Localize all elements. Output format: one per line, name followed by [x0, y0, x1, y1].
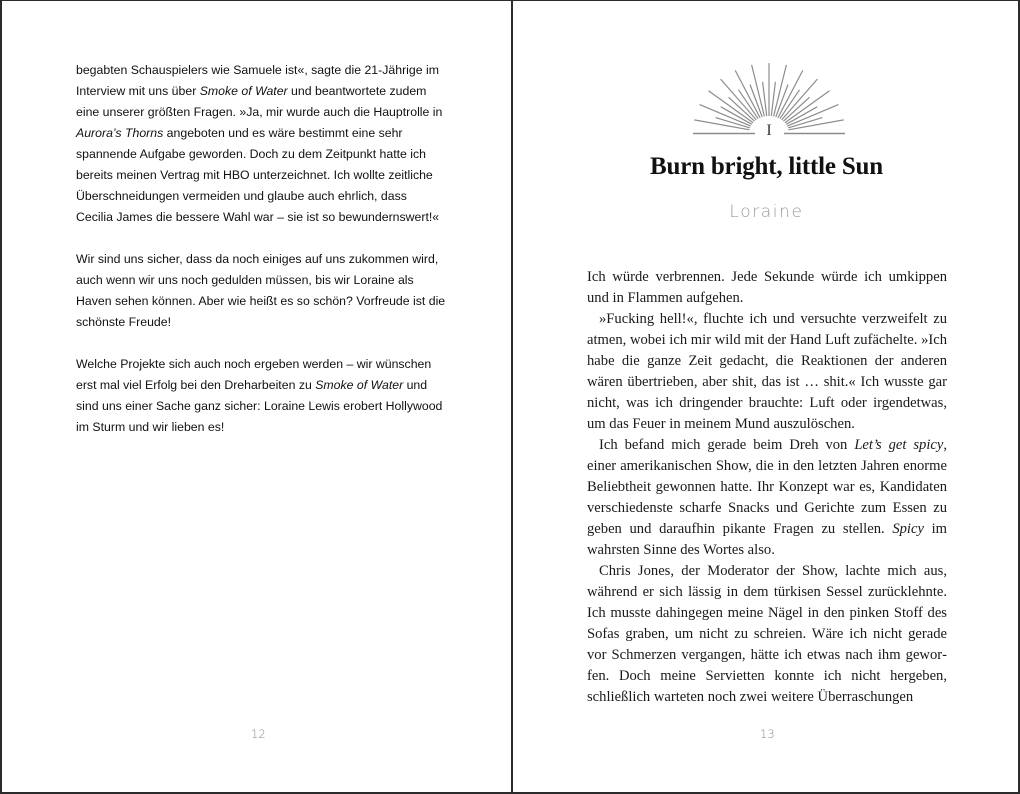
chapter-numeral: I — [766, 122, 772, 139]
italic-title: Smoke of Water — [315, 378, 404, 392]
text-segment: begabten Schauspielers wie Samuele ist«, sagte die 21-Jährige im Interview mit uns über — [76, 63, 439, 98]
chapter-pov-name: Loraine — [729, 202, 804, 222]
italic-title: Let’s get spicy — [854, 437, 944, 453]
text-segment: Ich befand mich gerade beim Dreh von — [599, 437, 855, 453]
page-number: 12 — [251, 727, 266, 741]
left-paragraph — [76, 249, 446, 333]
right-paragraph — [587, 309, 947, 435]
text-segment: Wir sind uns sicher, dass da noch einiges auf uns zukommen wird, auch wenn wir uns noch gedulden müssen, bis wir Loraine als Haven sehen können. Aber wie heißt es so schön? Vorfreude ist die schönste Freude! — [76, 252, 446, 329]
italic-title: Aurora’s Thorns — [76, 126, 164, 140]
right-page — [513, 1, 1020, 794]
chapter-title: Burn bright, little Sun — [650, 153, 883, 180]
italic-word: Spicy — [892, 521, 924, 537]
right-paragraph — [587, 267, 947, 309]
right-page-body — [587, 267, 947, 708]
page-number: 13 — [760, 727, 775, 741]
sun-rays-icon — [689, 53, 849, 139]
text-segment: Welche Projekte sich auch noch ergeben werden – wir wünschen erst mal viel Erfolg bei den Dreharbeiten zu — [76, 357, 432, 392]
italic-title: Smoke of Water — [199, 84, 288, 98]
left-paragraph — [76, 60, 446, 228]
text-segment: und sind uns einer Sache ganz sicher: Loraine Lewis erobert Hollywood im Sturm und wir lieben es! — [76, 378, 443, 434]
text-segment: und beantwortete zudem eine unserer größten Fragen. »Ja, mir wurde auch die Hauptrolle in — [76, 84, 443, 119]
text-segment: angeboten und es wäre bestimmt eine sehr spannende Aufgabe geworden. Doch zu dem Zeitpunkt hatte ich bereits meinen Vertrag mit HBO unterzeichnet. Ich wollte zeitliche Überschneidungen vermeiden und glaube auch ehrlich, dass Cecilia James die bessere Wahl war – sie ist so bewundernswert!« — [76, 126, 440, 224]
left-paragraph — [76, 354, 446, 438]
text-segment: Ich würde verbrennen. Jede Sekunde würde ich umkippen und in Flammen aufgehen. — [587, 269, 947, 306]
left-page-body — [76, 60, 446, 438]
text-segment: , einer amerikanischen Show, die in den letzten Jahren enorme Beliebtheit gewonnen hatte. Ihr Konzept war es, Kandidaten verschiedenste scharfe Snacks und Gerichte zum Essen zu geben und daraufhin pikante Fragen zu stellen. — [587, 437, 947, 537]
right-paragraph — [587, 561, 947, 708]
text-segment: Chris Jones, der Moderator der Show, lachte mich aus, während er sich lässig in dem türkisen Sessel zurücklehnte. Ich musste dahingegen meine Nägel in den pinken Stoff des Sofas graben, um nicht zu schreien. Wäre ich nicht gerade vor Schmerzen vergangen, hätte ich etwas nach ihm geworfen. Doch meine Servietten konnte ich nicht hergeben, schließlich warteten noch zwei weitere Überraschungen — [587, 563, 947, 705]
right-paragraph — [587, 435, 947, 561]
text-segment: im wahrsten Sinne des Wortes also. — [587, 521, 947, 558]
text-segment: »Fucking hell!«, fluchte ich und versuchte verzweifelt zu atmen, wobei ich mir wild mit der Hand Luft zufächelte. »Ich habe die ganze Zeit gedacht, die Reaktionen der anderen wären übertrieben, aber shit, das ist … shit.« Ich wusste gar nicht, was ich dringender brauchte: Luft oder irgendetwas, um das Feuer in meinem Mund auszulöschen. — [587, 311, 947, 432]
left-page — [2, 1, 511, 794]
